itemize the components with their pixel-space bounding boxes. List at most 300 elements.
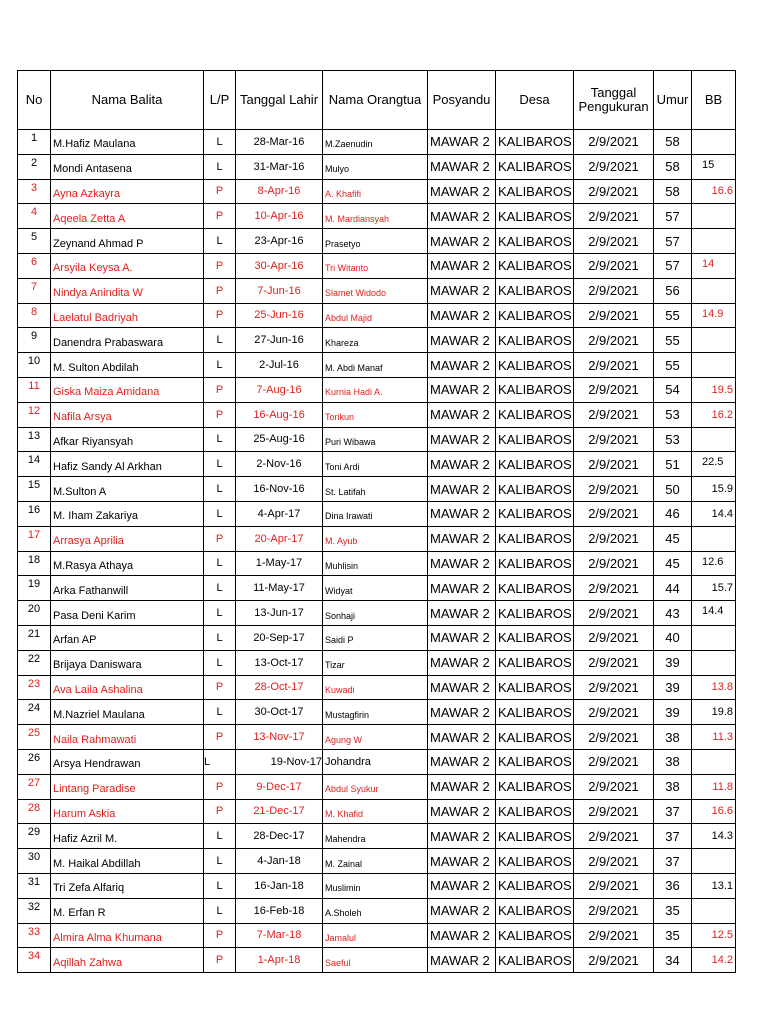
cell-nama-orangtua: A.Sholeh <box>323 898 428 923</box>
cell-lp: P <box>204 948 236 973</box>
cell-umur: 58 <box>654 130 692 155</box>
cell-tanggal-lahir: 4-Jan-18 <box>236 849 323 874</box>
table-row <box>18 303 736 328</box>
table-row <box>18 377 736 402</box>
cell-umur: 54 <box>654 377 692 402</box>
cell-tanggal-pengukuran: 2/9/2021 <box>574 824 654 849</box>
cell-lp: L <box>204 154 236 179</box>
cell-umur: 35 <box>654 898 692 923</box>
table-row <box>18 452 736 477</box>
header-posyandu: Posyandu <box>428 71 496 130</box>
cell-nama-balita: Pasa Deni Karim <box>51 601 204 626</box>
cell-posyandu: MAWAR 2 <box>428 774 496 799</box>
cell-bb: 13.8 <box>692 675 736 700</box>
cell-no: 25 <box>18 725 51 750</box>
cell-tanggal-lahir: 7-Jun-16 <box>236 278 323 303</box>
cell-posyandu: MAWAR 2 <box>428 849 496 874</box>
table-row <box>18 253 736 278</box>
cell-no: 2 <box>18 154 51 179</box>
cell-tanggal-pengukuran: 2/9/2021 <box>574 551 654 576</box>
table-row <box>18 725 736 750</box>
header-no: No <box>18 71 51 130</box>
cell-desa: KALIBAROS <box>496 625 574 650</box>
header-umur: Umur <box>654 71 692 130</box>
cell-posyandu: MAWAR 2 <box>428 725 496 750</box>
cell-nama-balita: Aqeela Zetta A <box>51 204 204 229</box>
table-row <box>18 873 736 898</box>
header-nama-orangtua: Nama Orangtua <box>323 71 428 130</box>
table-row <box>18 551 736 576</box>
cell-nama-orangtua: Mustagfirin <box>323 700 428 725</box>
cell-posyandu: MAWAR 2 <box>428 130 496 155</box>
cell-tanggal-lahir: 7-Mar-18 <box>236 923 323 948</box>
cell-tanggal-lahir: 2-Nov-16 <box>236 452 323 477</box>
cell-nama-orangtua: Muslimin <box>323 873 428 898</box>
cell-no: 11 <box>18 377 51 402</box>
cell-tanggal-pengukuran: 2/9/2021 <box>574 130 654 155</box>
cell-tanggal-lahir: 20-Sep-17 <box>236 625 323 650</box>
header-desa: Desa <box>496 71 574 130</box>
cell-tanggal-pengukuran: 2/9/2021 <box>574 675 654 700</box>
cell-no: 1 <box>18 130 51 155</box>
cell-tanggal-lahir: 28-Oct-17 <box>236 675 323 700</box>
table-row <box>18 948 736 973</box>
cell-umur: 45 <box>654 526 692 551</box>
cell-tanggal-lahir: 28-Dec-17 <box>236 824 323 849</box>
cell-nama-orangtua: Dina Irawati <box>323 501 428 526</box>
cell-bb: 15.9 <box>692 477 736 502</box>
cell-nama-orangtua: M. Khafid <box>323 799 428 824</box>
cell-nama-orangtua: Tri Witanto <box>323 253 428 278</box>
cell-desa: KALIBAROS <box>496 650 574 675</box>
cell-nama-orangtua: Saeful <box>323 948 428 973</box>
cell-no: 33 <box>18 923 51 948</box>
table-row <box>18 353 736 378</box>
cell-posyandu: MAWAR 2 <box>428 824 496 849</box>
cell-tanggal-pengukuran: 2/9/2021 <box>574 873 654 898</box>
cell-umur: 43 <box>654 601 692 626</box>
cell-tanggal-pengukuran: 2/9/2021 <box>574 179 654 204</box>
cell-posyandu: MAWAR 2 <box>428 452 496 477</box>
cell-tanggal-pengukuran: 2/9/2021 <box>574 725 654 750</box>
cell-posyandu: MAWAR 2 <box>428 229 496 254</box>
cell-no: 24 <box>18 700 51 725</box>
cell-lp: L <box>204 229 236 254</box>
cell-lp: L <box>204 353 236 378</box>
cell-nama-balita: Nindya Anindita W <box>51 278 204 303</box>
cell-nama-balita: Mondi Antasena <box>51 154 204 179</box>
cell-nama-orangtua: Jamalul <box>323 923 428 948</box>
cell-nama-balita: Brijaya Daniswara <box>51 650 204 675</box>
cell-tanggal-lahir: 11-May-17 <box>236 576 323 601</box>
cell-lp: L <box>204 501 236 526</box>
table-row <box>18 154 736 179</box>
cell-umur: 58 <box>654 154 692 179</box>
cell-no: 7 <box>18 278 51 303</box>
cell-lp: P <box>204 725 236 750</box>
cell-nama-orangtua: Kurnia Hadi A. <box>323 377 428 402</box>
cell-tanggal-lahir: 16-Jan-18 <box>236 873 323 898</box>
cell-tanggal-pengukuran: 2/9/2021 <box>574 452 654 477</box>
cell-bb: 11.3 <box>692 725 736 750</box>
cell-posyandu: MAWAR 2 <box>428 526 496 551</box>
cell-tanggal-pengukuran: 2/9/2021 <box>574 253 654 278</box>
cell-umur: 53 <box>654 427 692 452</box>
cell-nama-balita: Arfan AP <box>51 625 204 650</box>
cell-umur: 39 <box>654 650 692 675</box>
cell-lp: L <box>204 824 236 849</box>
cell-bb <box>692 427 736 452</box>
table-row <box>18 824 736 849</box>
cell-bb: 22.5 <box>692 452 736 477</box>
cell-posyandu: MAWAR 2 <box>428 551 496 576</box>
cell-bb: 14.2 <box>692 948 736 973</box>
cell-nama-orangtua: Mahendra <box>323 824 428 849</box>
cell-desa: KALIBAROS <box>496 452 574 477</box>
table-row <box>18 675 736 700</box>
cell-posyandu: MAWAR 2 <box>428 328 496 353</box>
cell-tanggal-lahir: 16-Aug-16 <box>236 402 323 427</box>
header-tanggal-pengukuran: Tanggal Pengukuran <box>574 71 654 130</box>
cell-nama-orangtua: Puri Wibawa <box>323 427 428 452</box>
cell-tanggal-lahir: 7-Aug-16 <box>236 377 323 402</box>
cell-nama-balita: M. Iham Zakariya <box>51 501 204 526</box>
cell-bb <box>692 526 736 551</box>
cell-nama-orangtua: Abdul Majid <box>323 303 428 328</box>
cell-lp: P <box>204 253 236 278</box>
cell-nama-orangtua: Saidi P <box>323 625 428 650</box>
cell-posyandu: MAWAR 2 <box>428 873 496 898</box>
cell-bb: 16.2 <box>692 402 736 427</box>
cell-nama-orangtua: Tizar <box>323 650 428 675</box>
cell-nama-balita: M. Sulton Abdilah <box>51 353 204 378</box>
cell-tanggal-pengukuran: 2/9/2021 <box>574 353 654 378</box>
cell-desa: KALIBAROS <box>496 725 574 750</box>
cell-lp: P <box>204 303 236 328</box>
cell-nama-orangtua: Prasetyo <box>323 229 428 254</box>
cell-lp: L <box>204 452 236 477</box>
cell-tanggal-pengukuran: 2/9/2021 <box>574 576 654 601</box>
cell-no: 17 <box>18 526 51 551</box>
cell-nama-balita: Arsya Hendrawan <box>51 749 204 774</box>
cell-bb: 14.9 <box>692 303 736 328</box>
cell-tanggal-pengukuran: 2/9/2021 <box>574 625 654 650</box>
cell-posyandu: MAWAR 2 <box>428 650 496 675</box>
cell-posyandu: MAWAR 2 <box>428 204 496 229</box>
cell-tanggal-pengukuran: 2/9/2021 <box>574 377 654 402</box>
cell-tanggal-pengukuran: 2/9/2021 <box>574 749 654 774</box>
cell-no: 34 <box>18 948 51 973</box>
cell-desa: KALIBAROS <box>496 873 574 898</box>
cell-lp: L <box>204 130 236 155</box>
table-row <box>18 849 736 874</box>
cell-umur: 46 <box>654 501 692 526</box>
cell-posyandu: MAWAR 2 <box>428 501 496 526</box>
cell-lp: P <box>204 204 236 229</box>
cell-lp: L <box>204 328 236 353</box>
cell-lp: L <box>204 898 236 923</box>
cell-no: 8 <box>18 303 51 328</box>
cell-nama-balita: Afkar Riyansyah <box>51 427 204 452</box>
cell-desa: KALIBAROS <box>496 204 574 229</box>
cell-bb: 15 <box>692 154 736 179</box>
cell-desa: KALIBAROS <box>496 154 574 179</box>
cell-desa: KALIBAROS <box>496 700 574 725</box>
cell-nama-balita: Aqillah Zahwa <box>51 948 204 973</box>
cell-posyandu: MAWAR 2 <box>428 278 496 303</box>
cell-desa: KALIBAROS <box>496 477 574 502</box>
cell-tanggal-pengukuran: 2/9/2021 <box>574 601 654 626</box>
cell-tanggal-lahir: 13-Oct-17 <box>236 650 323 675</box>
cell-umur: 38 <box>654 725 692 750</box>
cell-no: 27 <box>18 774 51 799</box>
cell-nama-balita: Hafiz Sandy Al Arkhan <box>51 452 204 477</box>
cell-no: 12 <box>18 402 51 427</box>
cell-lp: P <box>204 774 236 799</box>
cell-tanggal-pengukuran: 2/9/2021 <box>574 501 654 526</box>
cell-umur: 38 <box>654 749 692 774</box>
table-row <box>18 130 736 155</box>
cell-posyandu: MAWAR 2 <box>428 154 496 179</box>
cell-no: 32 <box>18 898 51 923</box>
cell-bb <box>692 353 736 378</box>
cell-bb <box>692 130 736 155</box>
cell-tanggal-pengukuran: 2/9/2021 <box>574 402 654 427</box>
cell-posyandu: MAWAR 2 <box>428 923 496 948</box>
cell-nama-balita: Ayna Azkayra <box>51 179 204 204</box>
cell-tanggal-lahir: 1-Apr-18 <box>236 948 323 973</box>
cell-tanggal-pengukuran: 2/9/2021 <box>574 526 654 551</box>
cell-posyandu: MAWAR 2 <box>428 601 496 626</box>
cell-tanggal-pengukuran: 2/9/2021 <box>574 799 654 824</box>
cell-umur: 37 <box>654 824 692 849</box>
cell-desa: KALIBAROS <box>496 576 574 601</box>
table-row <box>18 749 736 774</box>
cell-desa: KALIBAROS <box>496 526 574 551</box>
cell-desa: KALIBAROS <box>496 377 574 402</box>
cell-no: 6 <box>18 253 51 278</box>
cell-tanggal-lahir: 13-Jun-17 <box>236 601 323 626</box>
cell-posyandu: MAWAR 2 <box>428 303 496 328</box>
cell-umur: 56 <box>654 278 692 303</box>
cell-nama-balita: Arsyila Keysa A. <box>51 253 204 278</box>
cell-nama-balita: Harum Askia <box>51 799 204 824</box>
cell-tanggal-pengukuran: 2/9/2021 <box>574 278 654 303</box>
cell-lp: L <box>204 576 236 601</box>
cell-tanggal-lahir: 16-Feb-18 <box>236 898 323 923</box>
cell-lp: L <box>204 849 236 874</box>
cell-tanggal-lahir: 8-Apr-16 <box>236 179 323 204</box>
cell-no: 5 <box>18 229 51 254</box>
cell-umur: 35 <box>654 923 692 948</box>
cell-no: 23 <box>18 675 51 700</box>
cell-umur: 57 <box>654 229 692 254</box>
cell-bb: 16.6 <box>692 799 736 824</box>
cell-lp: L <box>204 700 236 725</box>
cell-tanggal-lahir: 25-Aug-16 <box>236 427 323 452</box>
cell-umur: 57 <box>654 204 692 229</box>
cell-no: 13 <box>18 427 51 452</box>
cell-nama-balita: M.Rasya Athaya <box>51 551 204 576</box>
cell-lp: P <box>204 526 236 551</box>
cell-nama-balita: M. Haikal Abdillah <box>51 849 204 874</box>
cell-umur: 45 <box>654 551 692 576</box>
cell-lp: L <box>204 625 236 650</box>
cell-desa: KALIBAROS <box>496 278 574 303</box>
cell-no: 9 <box>18 328 51 353</box>
cell-umur: 55 <box>654 353 692 378</box>
cell-nama-orangtua: Slamet Widodo <box>323 278 428 303</box>
cell-tanggal-pengukuran: 2/9/2021 <box>574 303 654 328</box>
table-row <box>18 477 736 502</box>
cell-bb: 15.7 <box>692 576 736 601</box>
cell-umur: 55 <box>654 328 692 353</box>
cell-posyandu: MAWAR 2 <box>428 700 496 725</box>
cell-no: 31 <box>18 873 51 898</box>
cell-nama-balita: M.Hafiz Maulana <box>51 130 204 155</box>
cell-lp: P <box>204 799 236 824</box>
cell-umur: 36 <box>654 873 692 898</box>
table-row <box>18 526 736 551</box>
table-row <box>18 501 736 526</box>
cell-desa: KALIBAROS <box>496 749 574 774</box>
cell-desa: KALIBAROS <box>496 303 574 328</box>
cell-nama-balita: Arka Fathanwill <box>51 576 204 601</box>
cell-no: 16 <box>18 501 51 526</box>
cell-tanggal-lahir: 4-Apr-17 <box>236 501 323 526</box>
cell-desa: KALIBAROS <box>496 501 574 526</box>
cell-desa: KALIBAROS <box>496 328 574 353</box>
cell-tanggal-lahir: 21-Dec-17 <box>236 799 323 824</box>
cell-bb <box>692 849 736 874</box>
cell-nama-orangtua: Agung W <box>323 725 428 750</box>
cell-tanggal-lahir: 1-May-17 <box>236 551 323 576</box>
cell-nama-balita: Danendra Prabaswara <box>51 328 204 353</box>
cell-desa: KALIBAROS <box>496 229 574 254</box>
table-row <box>18 898 736 923</box>
cell-desa: KALIBAROS <box>496 923 574 948</box>
cell-nama-balita: Arrasya Aprilia <box>51 526 204 551</box>
cell-lp: L <box>204 551 236 576</box>
table-row <box>18 402 736 427</box>
cell-lp: L <box>204 749 236 774</box>
cell-umur: 34 <box>654 948 692 973</box>
cell-tanggal-pengukuran: 2/9/2021 <box>574 923 654 948</box>
cell-bb: 14.3 <box>692 824 736 849</box>
cell-desa: KALIBAROS <box>496 402 574 427</box>
cell-umur: 57 <box>654 253 692 278</box>
cell-lp: P <box>204 675 236 700</box>
cell-posyandu: MAWAR 2 <box>428 179 496 204</box>
cell-bb <box>692 278 736 303</box>
cell-bb: 13.1 <box>692 873 736 898</box>
cell-posyandu: MAWAR 2 <box>428 749 496 774</box>
cell-nama-balita: M.Nazriel Maulana <box>51 700 204 725</box>
cell-desa: KALIBAROS <box>496 948 574 973</box>
cell-nama-balita: Giska Maiza Amidana <box>51 377 204 402</box>
cell-nama-balita: Nafila Arsya <box>51 402 204 427</box>
cell-posyandu: MAWAR 2 <box>428 253 496 278</box>
cell-tanggal-lahir: 30-Apr-16 <box>236 253 323 278</box>
cell-tanggal-lahir: 13-Nov-17 <box>236 725 323 750</box>
table-row <box>18 700 736 725</box>
cell-desa: KALIBAROS <box>496 824 574 849</box>
cell-nama-orangtua: Torikun <box>323 402 428 427</box>
cell-nama-balita: M. Erfan R <box>51 898 204 923</box>
cell-tanggal-lahir: 31-Mar-16 <box>236 154 323 179</box>
cell-no: 3 <box>18 179 51 204</box>
cell-nama-balita: Ava Laila Ashalina <box>51 675 204 700</box>
header-tanggal-lahir: Tanggal Lahir <box>236 71 323 130</box>
table-body <box>18 130 736 973</box>
cell-desa: KALIBAROS <box>496 353 574 378</box>
cell-nama-orangtua: M. Ayub <box>323 526 428 551</box>
cell-nama-orangtua: Widyat <box>323 576 428 601</box>
table-row <box>18 229 736 254</box>
cell-bb: 12.5 <box>692 923 736 948</box>
cell-nama-orangtua: Khareza <box>323 328 428 353</box>
cell-no: 10 <box>18 353 51 378</box>
cell-tanggal-pengukuran: 2/9/2021 <box>574 774 654 799</box>
cell-umur: 38 <box>654 774 692 799</box>
cell-tanggal-lahir: 19-Nov-17 <box>236 749 323 774</box>
cell-nama-orangtua: Muhlisin <box>323 551 428 576</box>
cell-bb <box>692 749 736 774</box>
cell-posyandu: MAWAR 2 <box>428 675 496 700</box>
cell-umur: 53 <box>654 402 692 427</box>
cell-no: 19 <box>18 576 51 601</box>
cell-tanggal-lahir: 2-Jul-16 <box>236 353 323 378</box>
cell-desa: KALIBAROS <box>496 774 574 799</box>
cell-posyandu: MAWAR 2 <box>428 948 496 973</box>
cell-nama-orangtua: M. Abdi Manaf <box>323 353 428 378</box>
cell-posyandu: MAWAR 2 <box>428 377 496 402</box>
cell-lp: L <box>204 601 236 626</box>
cell-desa: KALIBAROS <box>496 799 574 824</box>
cell-tanggal-lahir: 25-Jun-16 <box>236 303 323 328</box>
table-row <box>18 650 736 675</box>
cell-umur: 50 <box>654 477 692 502</box>
cell-tanggal-pengukuran: 2/9/2021 <box>574 229 654 254</box>
cell-nama-orangtua: M. Zainal <box>323 849 428 874</box>
cell-lp: P <box>204 179 236 204</box>
table-row <box>18 179 736 204</box>
cell-nama-orangtua: Mulyo <box>323 154 428 179</box>
cell-tanggal-pengukuran: 2/9/2021 <box>574 898 654 923</box>
cell-posyandu: MAWAR 2 <box>428 477 496 502</box>
cell-nama-orangtua: Toni Ardi <box>323 452 428 477</box>
cell-nama-orangtua: M.Zaenudin <box>323 130 428 155</box>
cell-nama-orangtua: M. Mardiansyah <box>323 204 428 229</box>
cell-desa: KALIBAROS <box>496 675 574 700</box>
cell-lp: L <box>204 873 236 898</box>
cell-posyandu: MAWAR 2 <box>428 427 496 452</box>
cell-umur: 39 <box>654 675 692 700</box>
cell-umur: 39 <box>654 700 692 725</box>
cell-umur: 44 <box>654 576 692 601</box>
cell-nama-orangtua: Kuwadi <box>323 675 428 700</box>
cell-tanggal-pengukuran: 2/9/2021 <box>574 849 654 874</box>
cell-tanggal-lahir: 16-Nov-16 <box>236 477 323 502</box>
cell-nama-orangtua: Sonhaji <box>323 601 428 626</box>
cell-bb: 14.4 <box>692 601 736 626</box>
cell-bb: 14 <box>692 253 736 278</box>
cell-nama-balita: Tri Zefa Alfariq <box>51 873 204 898</box>
cell-desa: KALIBAROS <box>496 898 574 923</box>
table-row <box>18 576 736 601</box>
table-row <box>18 328 736 353</box>
cell-umur: 51 <box>654 452 692 477</box>
